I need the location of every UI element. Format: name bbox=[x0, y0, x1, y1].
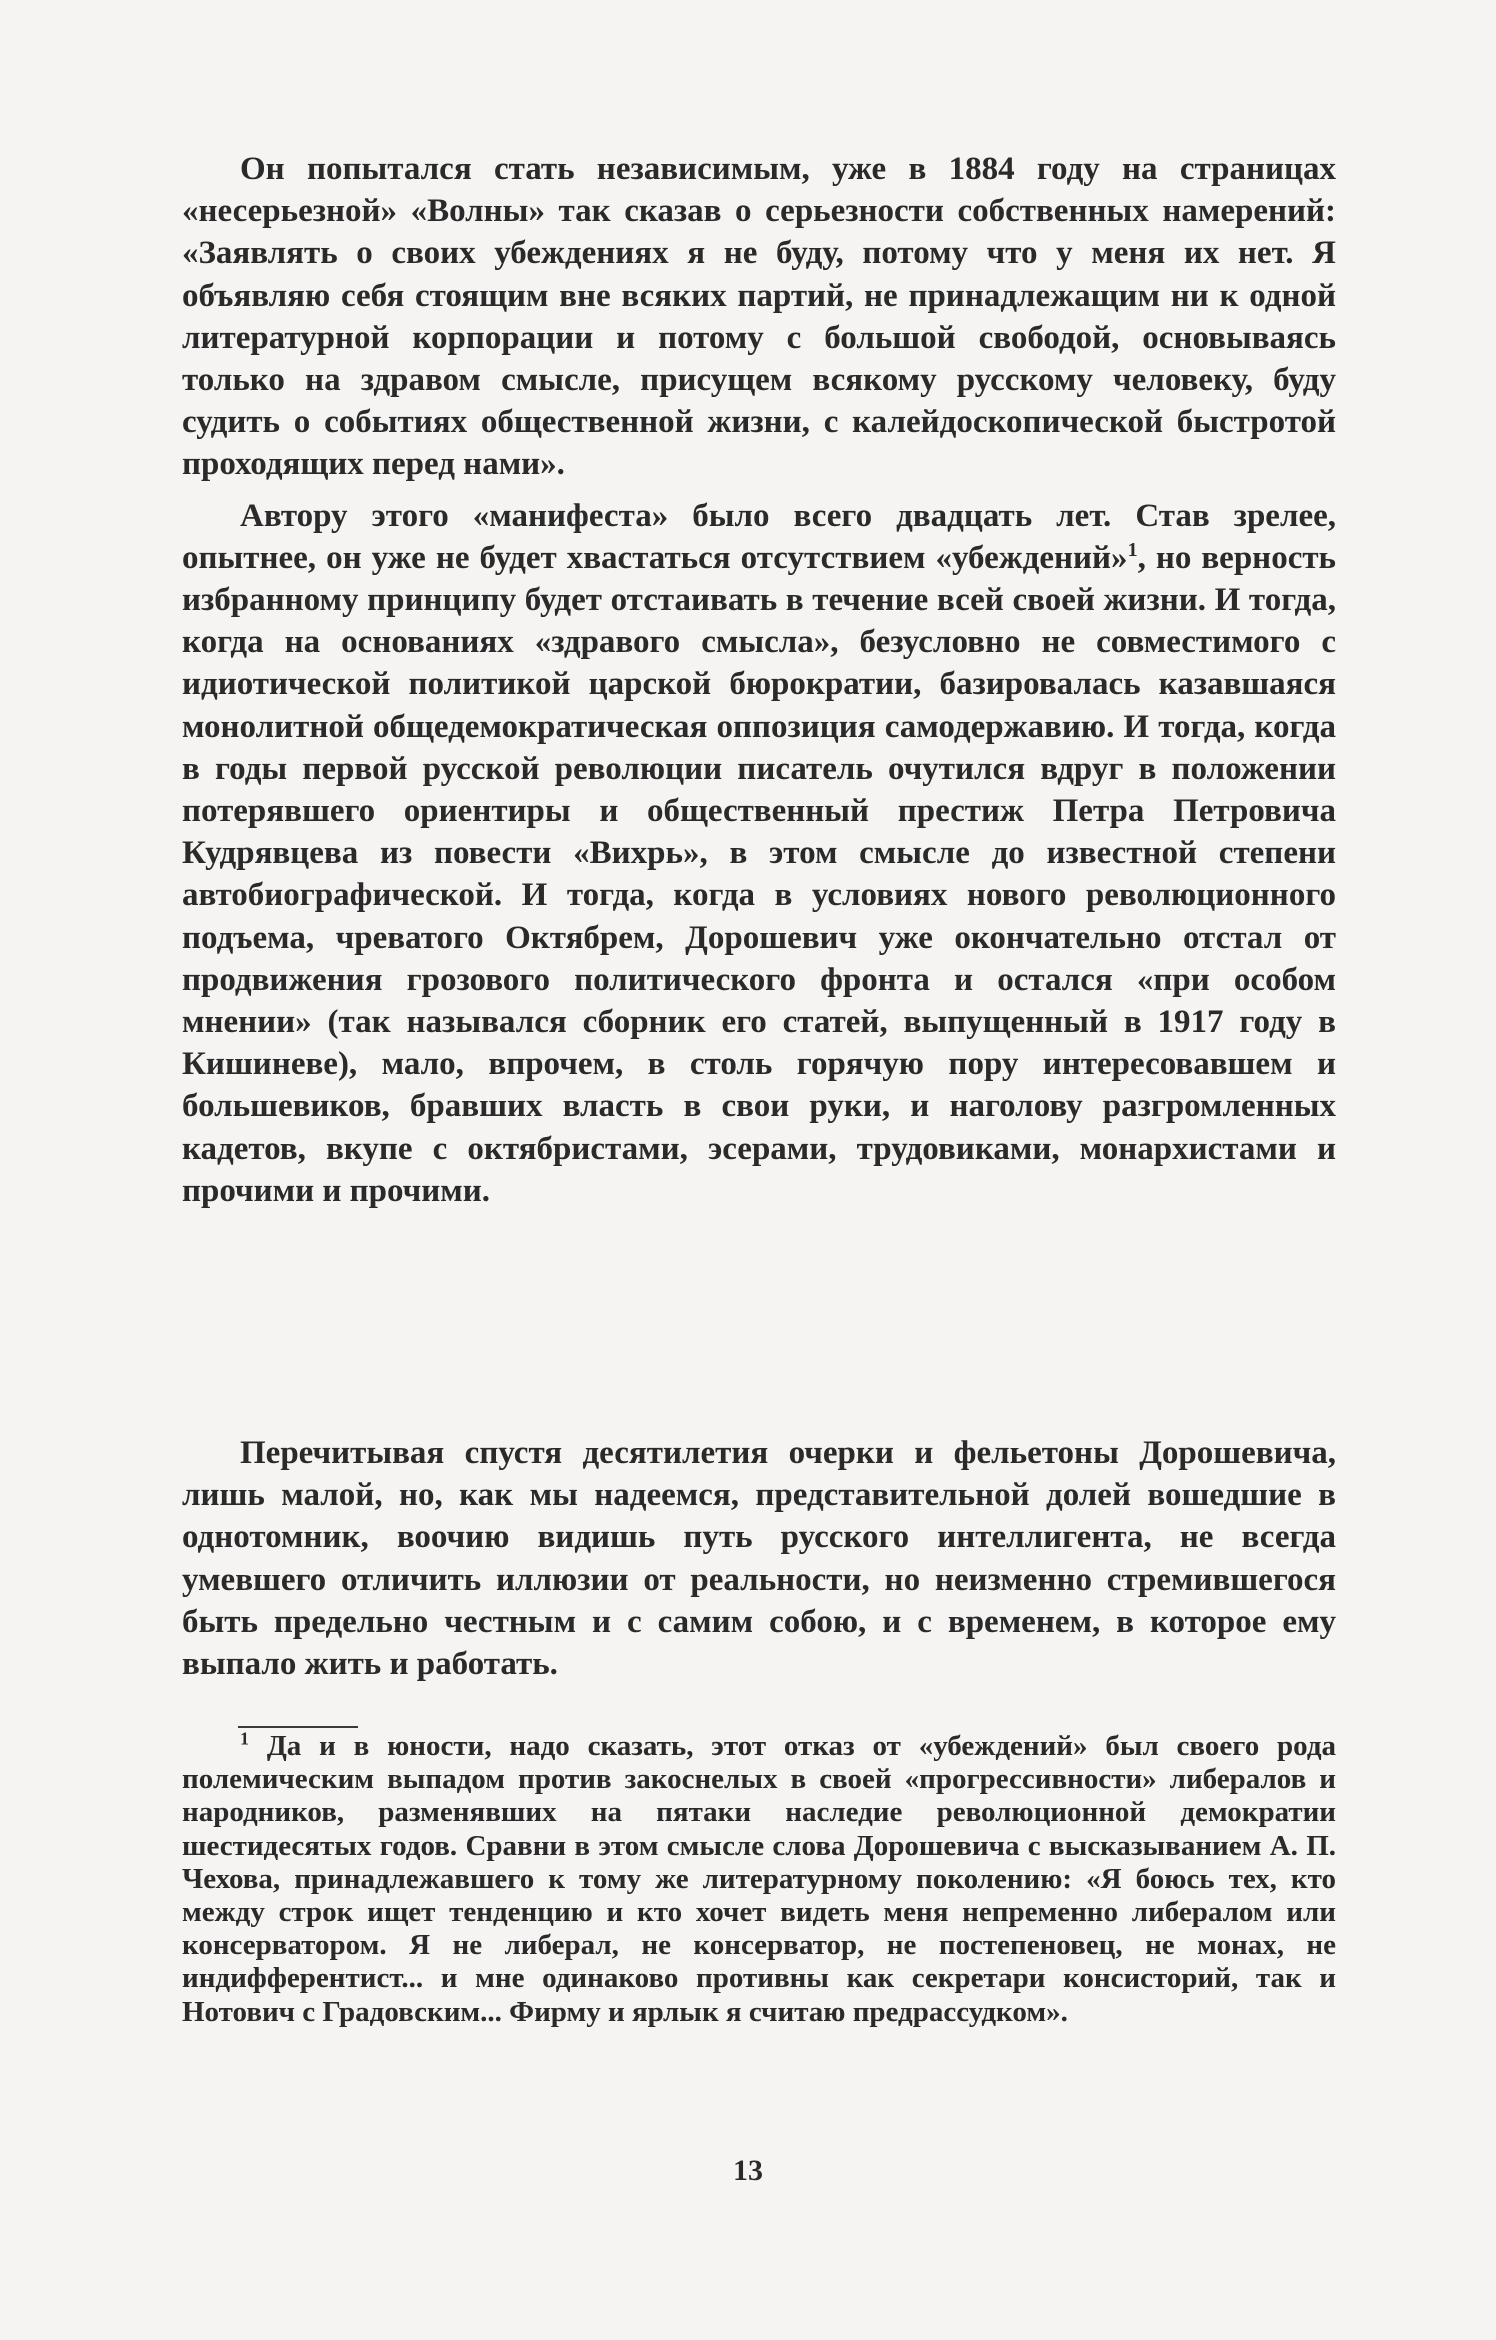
footnote-reference: 1 bbox=[1127, 538, 1138, 561]
footnote-text: Да и в юности, надо сказать, этот отказ от «убеждений» был своего рода полемическим выпадом против закоснелых в своей «прогрессивности» либералов и народников, разменявших на пятаки наследие революционной демократии шестидесятых годов. Сравни в этом смысле слова Дорошевича с высказыванием А. П. Чехова, принадлежавшего к тому же литературному поколению: «Я боюсь тех, кто между строк ищет тенденцию и кто хочет видеть меня непременно либералом или консерватором. Я не либерал, не консерватор, не постепеновец, не монах, не индифферентист... и мне одинаково противны как секретари консисторий, так и Нотович с Градовским... Фирму и ярлык я считаю предрассудком». bbox=[182, 1730, 1336, 2028]
paragraph-text: , но верность избранному принципу будет отстаивать в течение всей своей жизни. И тогда, когда на основаниях «здравого смысла», безусловно не совместимого с идиотической политикой царской бюрократии, базировалась казавшаяся монолитной общедемократическая оппозиция самодержавию. И тогда, когда в годы первой русской революции писатель очутился вдруг в положении потерявшего ориентиры и общественный престиж Петра Петровича Кудрявцева из повести «Вихрь», в этом смысле до известной степени автобиографической. И тогда, когда в условиях нового революционного подъема, чреватого Октябрем, Дорошевич уже окончательно отстал от продвижения грозового политического фронта и остался «при особом мнении» (так назывался сборник его статей, выпущенный в 1917 году в Кишиневе), мало, впрочем, в столь горячую пору интересовавшем и большевиков, бравших власть в свои руки, и наголову разгромленных кадетов, вкупе с октябристами, эсерами, трудовиками, монархистами и прочими и прочими. bbox=[182, 539, 1337, 1209]
footnote-divider bbox=[238, 1726, 358, 1728]
footnote bbox=[182, 1730, 1336, 2029]
main-text-bottom bbox=[182, 1432, 1336, 1685]
paragraph bbox=[182, 495, 1336, 1212]
paragraph-text: Автору этого «манифеста» было всего двадцать лет. Став зрелее, опытнее, он уже не будет хвастаться отсутствием «убеждений» bbox=[182, 497, 1336, 576]
main-text-top bbox=[182, 148, 1336, 1212]
footnote-mark: 1 bbox=[240, 1728, 249, 1749]
page-number: 13 bbox=[733, 2154, 763, 2187]
paragraph: Перечитывая спустя десятилетия очерки и фельетоны Дорошевича, лишь малой, но, как мы надеемся, представительной долей вошедшие в однотомник, воочию видишь путь русского интеллигента, не всегда умевшего отличить иллюзии от реальности, но неизменно стремившегося быть предельно честным и с самим собою, и с временем, в которое ему выпало жить и работать. bbox=[182, 1435, 1336, 1683]
paragraph: Он попытался стать независимым, уже в 1884 году на страницах «несерьезной» «Волны» так сказав о серьезности собственных намерений: «Заявлять о своих убеждениях я не буду, потому что у меня их нет. Я объявляю себя стоящим вне всяких партий, не принадлежащим ни к одной литературной корпорации и потому с большой свободой, основываясь только на здравом смысле, присущем всякому русскому человеку, буду судить о событиях общественной жизни, с калейдоскопической быстротой проходящих перед нами». bbox=[182, 151, 1336, 483]
